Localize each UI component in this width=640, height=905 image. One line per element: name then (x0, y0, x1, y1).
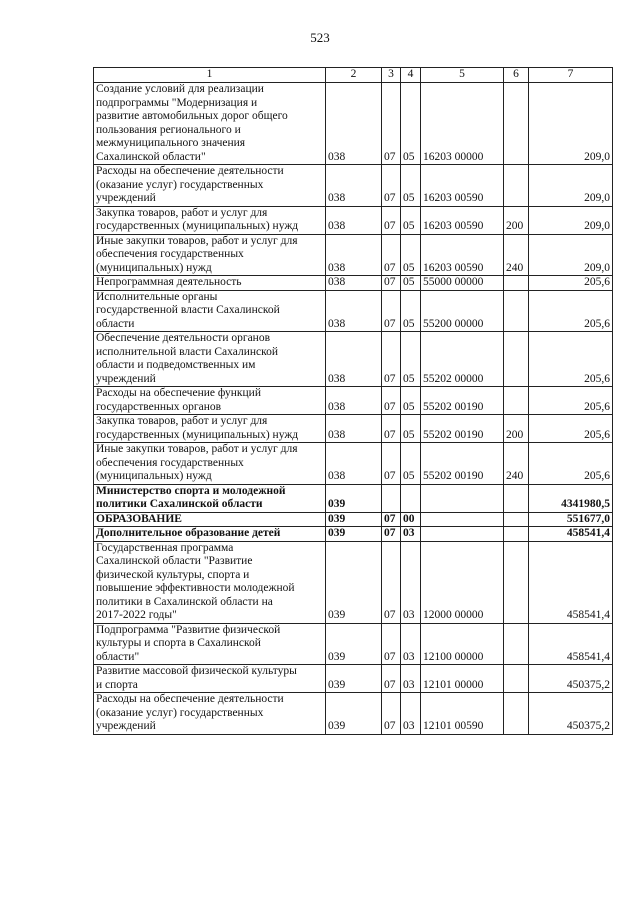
table-row (94, 623, 613, 665)
section-cell (382, 484, 401, 512)
amount-cell: 450375,2 (529, 665, 613, 693)
subsection-cell: 05 (401, 234, 421, 276)
subsection-cell: 05 (401, 276, 421, 291)
row-name-cell: Закупка товаров, работ и услуг для государственных (муниципальных) нужд (94, 415, 326, 443)
ministry-code-cell: 039 (326, 527, 382, 542)
target-article-cell (421, 527, 504, 542)
expense-type-cell: 200 (504, 415, 529, 443)
expense-type-cell (504, 332, 529, 387)
subsection-cell: 05 (401, 415, 421, 443)
ministry-code-cell: 038 (326, 276, 382, 291)
subsection-cell: 03 (401, 623, 421, 665)
expense-type-cell (504, 165, 529, 207)
section-cell: 07 (382, 443, 401, 485)
amount-cell: 209,0 (529, 206, 613, 234)
expense-type-cell: 240 (504, 234, 529, 276)
table-row (94, 693, 613, 735)
amount-cell: 209,0 (529, 234, 613, 276)
amount-cell: 205,6 (529, 443, 613, 485)
subsection-cell: 03 (401, 541, 421, 623)
amount-cell: 205,6 (529, 276, 613, 291)
target-article-cell: 12100 00000 (421, 623, 504, 665)
ministry-code-cell: 039 (326, 484, 382, 512)
target-article-cell: 16203 00590 (421, 165, 504, 207)
expense-type-cell (504, 527, 529, 542)
row-name-cell: Дополнительное образование детей (94, 527, 326, 542)
section-cell: 07 (382, 276, 401, 291)
expense-type-cell (504, 276, 529, 291)
target-article-cell: 12101 00590 (421, 693, 504, 735)
column-header: 3 (382, 68, 401, 83)
table-row (94, 276, 613, 291)
target-article-cell: 55000 00000 (421, 276, 504, 291)
column-header: 5 (421, 68, 504, 83)
amount-cell: 205,6 (529, 415, 613, 443)
target-article-cell: 16203 00000 (421, 83, 504, 165)
subsection-cell: 05 (401, 387, 421, 415)
section-cell: 07 (382, 693, 401, 735)
amount-cell: 209,0 (529, 83, 613, 165)
ministry-code-cell: 038 (326, 206, 382, 234)
amount-cell: 551677,0 (529, 512, 613, 527)
target-article-cell: 12000 00000 (421, 541, 504, 623)
row-name-cell: Непрограммная деятельность (94, 276, 326, 291)
ministry-code-cell: 038 (326, 234, 382, 276)
subsection-cell: 03 (401, 693, 421, 735)
page-number: 523 (310, 30, 330, 45)
amount-cell: 458541,4 (529, 527, 613, 542)
ministry-code-cell: 038 (326, 165, 382, 207)
row-name-cell: Расходы на обеспечение деятельности (оказание услуг) государственных учреждений (94, 165, 326, 207)
row-name-cell: ОБРАЗОВАНИЕ (94, 512, 326, 527)
section-cell: 07 (382, 165, 401, 207)
table-row (94, 332, 613, 387)
ministry-code-cell: 039 (326, 512, 382, 527)
section-cell: 07 (382, 623, 401, 665)
ministry-code-cell: 039 (326, 665, 382, 693)
target-article-cell (421, 512, 504, 527)
row-name-cell: Министерство спорта и молодежной политики Сахалинской области (94, 484, 326, 512)
row-name-cell: Государственная программа Сахалинской области "Развитие физической культуры, спорта и повышение эффективности молодежной политики в Сахалинской области на 2017-2022 годы" (94, 541, 326, 623)
ministry-code-cell: 038 (326, 387, 382, 415)
table-row (94, 83, 613, 165)
row-name-cell: Подпрограмма "Развитие физической культуры и спорта в Сахалинской области" (94, 623, 326, 665)
section-cell: 07 (382, 234, 401, 276)
row-name-cell: Иные закупки товаров, работ и услуг для обеспечения государственных (муниципальных) нужд (94, 443, 326, 485)
ministry-code-cell: 038 (326, 290, 382, 332)
target-article-cell: 16203 00590 (421, 206, 504, 234)
expense-type-cell (504, 541, 529, 623)
table-row (94, 290, 613, 332)
row-name-cell: Закупка товаров, работ и услуг для государственных (муниципальных) нужд (94, 206, 326, 234)
target-article-cell: 16203 00590 (421, 234, 504, 276)
ministry-code-cell: 038 (326, 415, 382, 443)
ministry-code-cell: 038 (326, 443, 382, 485)
subsection-cell: 00 (401, 512, 421, 527)
row-name-cell: Исполнительные органы государственной власти Сахалинской области (94, 290, 326, 332)
target-article-cell: 55202 00190 (421, 415, 504, 443)
row-name-cell: Иные закупки товаров, работ и услуг для обеспечения государственных (муниципальных) нужд (94, 234, 326, 276)
table-row (94, 165, 613, 207)
row-name-cell: Расходы на обеспечение деятельности (оказание услуг) государственных учреждений (94, 693, 326, 735)
section-cell: 07 (382, 527, 401, 542)
column-header: 6 (504, 68, 529, 83)
table-row (94, 541, 613, 623)
amount-cell: 450375,2 (529, 693, 613, 735)
section-cell: 07 (382, 290, 401, 332)
ministry-code-cell: 039 (326, 541, 382, 623)
subsection-cell: 05 (401, 443, 421, 485)
table-row (94, 512, 613, 527)
subsection-cell: 03 (401, 527, 421, 542)
expense-type-cell (504, 387, 529, 415)
amount-cell: 458541,4 (529, 541, 613, 623)
table-row (94, 415, 613, 443)
table-row (94, 527, 613, 542)
subsection-cell: 05 (401, 206, 421, 234)
expense-type-cell (504, 484, 529, 512)
subsection-cell: 03 (401, 665, 421, 693)
target-article-cell (421, 484, 504, 512)
amount-cell: 205,6 (529, 290, 613, 332)
subsection-cell (401, 484, 421, 512)
column-header: 1 (94, 68, 326, 83)
table-row (94, 387, 613, 415)
amount-cell: 209,0 (529, 165, 613, 207)
table-row (94, 206, 613, 234)
section-cell: 07 (382, 415, 401, 443)
expense-type-cell: 200 (504, 206, 529, 234)
section-cell: 07 (382, 387, 401, 415)
section-cell: 07 (382, 206, 401, 234)
target-article-cell: 55202 00190 (421, 387, 504, 415)
table-row (94, 665, 613, 693)
column-header: 4 (401, 68, 421, 83)
column-header: 7 (529, 68, 613, 83)
column-header: 2 (326, 68, 382, 83)
section-cell: 07 (382, 83, 401, 165)
table-row (94, 484, 613, 512)
subsection-cell: 05 (401, 290, 421, 332)
amount-cell: 205,6 (529, 332, 613, 387)
ministry-code-cell: 038 (326, 83, 382, 165)
expense-type-cell (504, 83, 529, 165)
amount-cell: 205,6 (529, 387, 613, 415)
ministry-code-cell: 039 (326, 693, 382, 735)
target-article-cell: 55202 00000 (421, 332, 504, 387)
subsection-cell: 05 (401, 332, 421, 387)
subsection-cell: 05 (401, 165, 421, 207)
expense-type-cell (504, 512, 529, 527)
section-cell: 07 (382, 541, 401, 623)
table-row (94, 234, 613, 276)
expense-type-cell (504, 665, 529, 693)
section-cell: 07 (382, 512, 401, 527)
target-article-cell: 55202 00190 (421, 443, 504, 485)
amount-cell: 4341980,5 (529, 484, 613, 512)
header-row (94, 68, 613, 83)
expense-type-cell (504, 693, 529, 735)
ministry-code-cell: 039 (326, 623, 382, 665)
target-article-cell: 12101 00000 (421, 665, 504, 693)
row-name-cell: Обеспечение деятельности органов исполнительной власти Сахалинской области и подведомственных им учреждений (94, 332, 326, 387)
expense-type-cell (504, 290, 529, 332)
row-name-cell: Развитие массовой физической культуры и спорта (94, 665, 326, 693)
expense-type-cell (504, 623, 529, 665)
section-cell: 07 (382, 332, 401, 387)
section-cell: 07 (382, 665, 401, 693)
target-article-cell: 55200 00000 (421, 290, 504, 332)
subsection-cell: 05 (401, 83, 421, 165)
row-name-cell: Расходы на обеспечение функций государственных органов (94, 387, 326, 415)
row-name-cell: Создание условий для реализации подпрограммы "Модернизация и развитие автомобильных дорог общего пользования регионального и межмуниципального значения Сахалинской области" (94, 83, 326, 165)
table-row (94, 443, 613, 485)
expense-type-cell: 240 (504, 443, 529, 485)
budget-table (93, 67, 613, 735)
ministry-code-cell: 038 (326, 332, 382, 387)
amount-cell: 458541,4 (529, 623, 613, 665)
